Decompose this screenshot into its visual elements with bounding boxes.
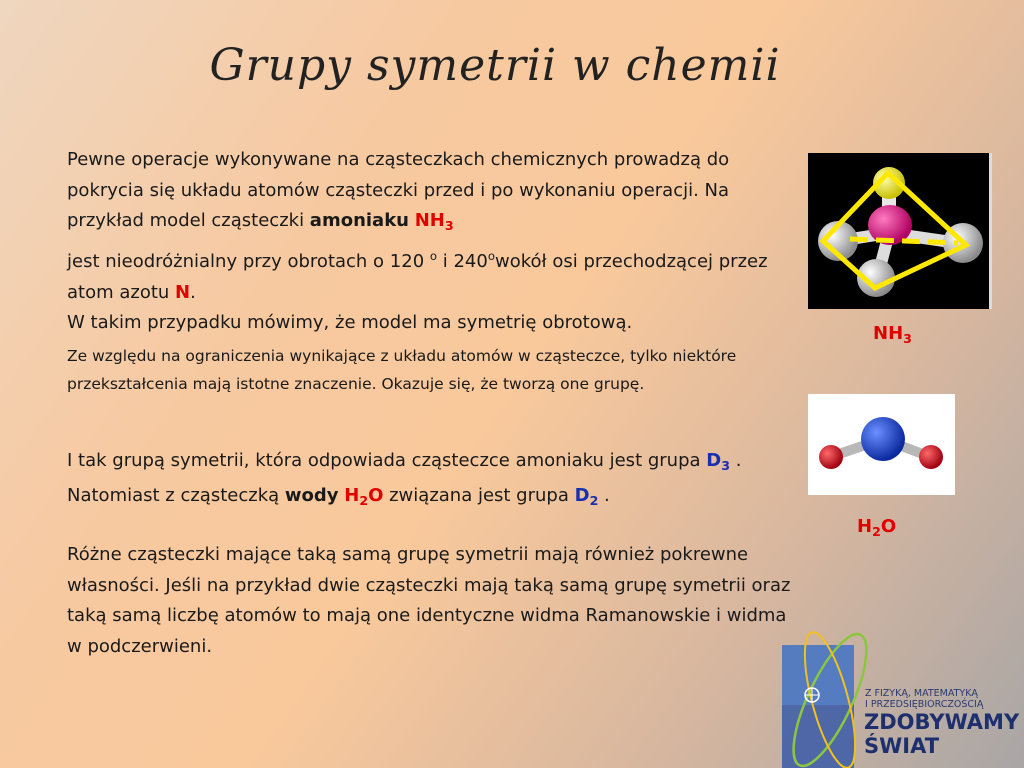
term-amoniaku: amoniaku (309, 210, 409, 231)
group-d3: $D_3$ (706, 450, 730, 473)
rotational-symmetry-sentence: W takim przypadku mówimy, że model ma symetrię obrotową. (67, 312, 633, 334)
nh3-label: $NH_3$ (873, 323, 912, 346)
logo-wordmark: ZDOBYWAMY ŚWIAT (864, 710, 1020, 758)
paragraph-properties: Różne cząsteczki mające taką samą grupę symetrii mają również pokrewne własności. Jeśli na przykład dwie cząsteczki mają taką samą grupę symetrii oraz taką samą liczbę atomów to mają one identyczne widma Ramanowskie i widma w podczerwieni. (67, 544, 791, 657)
term-wody: wody (284, 484, 339, 506)
paragraph-constraints: Ze względu na ograniczenia wynikające z układu atomów w cząsteczce, tylko niektóre przekształcenia mają istotne znaczenie. Okazuje się, że tworzą one grupę. (67, 347, 737, 393)
h2o-label: $H_2O$ (857, 516, 897, 539)
symbol-n: N (175, 281, 191, 303)
nh3-molecule-image (808, 153, 992, 309)
logo-tagline: Z FIZYKĄ, MATEMATYKĄ I PRZEDSIĘBIORCZOŚCIĄ (865, 688, 984, 710)
h2o-molecule-image (808, 394, 955, 495)
paragraph-intro: Pewne operacje wykonywane na cząsteczkach chemicznych prowadzą do pokrycia się układu atomów cząsteczki przed i po wykonaniu operacji. Na przykład model cząsteczki amoniaku $NH_3$ jest nieodróżnialny przy obrotach o 120 $^o$ i 240$^o$wokół osi przechodzącej przez atom azotu N. W takim przypadku mówimy, że model ma symetrię obrotową. (67, 149, 768, 334)
page-title: Grupy symetrii w chemii (209, 40, 781, 91)
group-d2: $D_2$ (574, 484, 599, 508)
paragraph-groups: I tak grupą symetrii, która odpowiada cząsteczce amoniaku jest grupa $D_3$ . Natomiast z cząsteczką wody $H_2O$ związana jest grupa $D_2$ . (67, 450, 742, 508)
formula-nh3: $NH_3$ (414, 210, 454, 233)
formula-h2o: $H_2O$ (344, 484, 384, 508)
